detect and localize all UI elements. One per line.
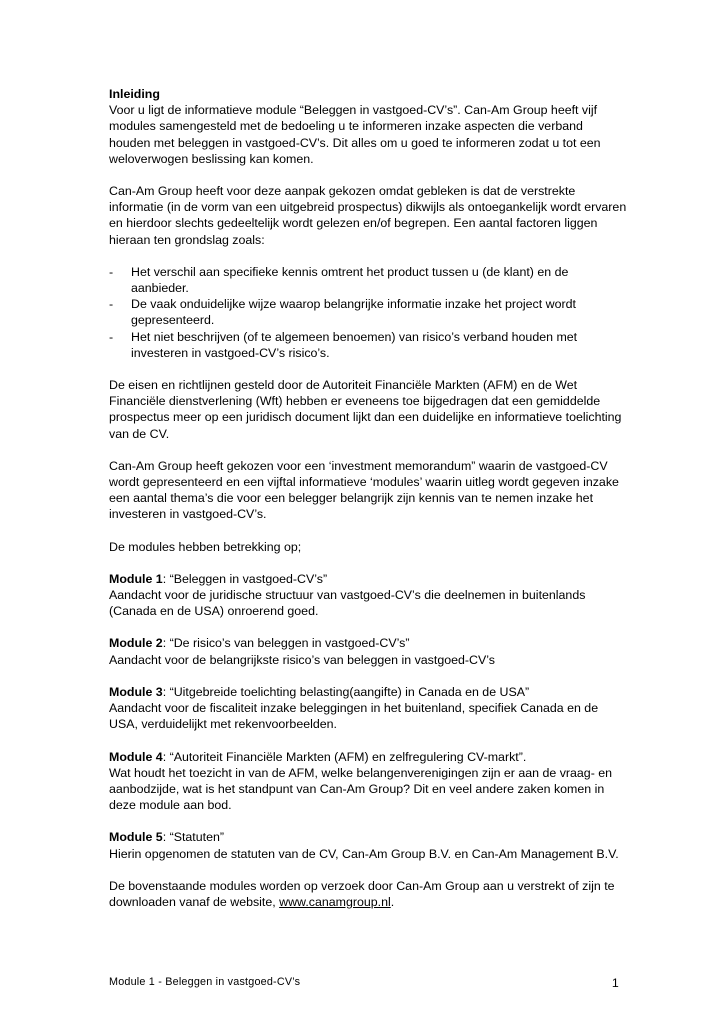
page-number: 1 [611,976,619,990]
module-entry [109,829,627,861]
paragraph: De modules hebben betrekking op; [109,539,302,554]
module-title: : “Statuten” [162,830,224,845]
module-title: : “Uitgebreide toelichting belasting(aangifte) in Canada en de USA” [162,684,530,699]
module-entry [109,635,627,667]
paragraph: Can-Am Group heeft gekozen voor een ‘investment memorandum” waarin de vastgoed-CV wordt gepresenteerd en een vijftal informatieve ‘modules’ waarin uitleg wordt gegeven inzake een aantal thema’s die voor een belegger belangrijk zijn kennis van te nemen inzake het investeren in vastgoed-CV’s. [109,458,619,522]
module-label: Module 5 [109,830,163,845]
intro-paragraph: Voor u ligt de informatieve module “Beleggen in vastgoed-CV’s”. Can-Am Group heeft vijf modules samengesteld met de bedoeling u te informeren inzake aspecten die verband houden met beleggen in vastgoed-CV’s. Dit alles om u goed te informeren zodat u tot een weloverwogen beslissing kan komen. [109,103,601,166]
document-body [109,86,627,926]
module-title: : “Autoriteit Financiële Markten (AFM) en zelfregulering CV-markt”. [162,749,527,764]
factor-list [109,264,627,361]
module-title: : “De risico’s van beleggen in vastgoed-CV’s” [162,636,410,651]
module-label: Module 2 [109,636,163,651]
dash-marker: - [109,297,114,312]
module-description: Wat houdt het toezicht in van de AFM, welke belangenverenigingen zijn er aan de vraag- en aanbodzijde, wat is het standpunt van Can-Am Group? Dit en veel andere zaken komen in deze module aan bod. [109,765,613,813]
list-item-text: Het niet beschrijven (of te algemeen benoemen) van risico’s verband houden met investeren in vastgoed-CV’s risico’s. [131,329,578,360]
dash-marker: - [109,329,114,344]
module-entry [109,749,627,814]
module-description: Aandacht voor de juridische structuur van vastgoed-CV’s die deelnemen in buitenlands (Canada en de USA) onroerend goed. [109,588,586,619]
page-footer [109,976,619,990]
module-entry [109,571,627,620]
module-title: : “Beleggen in vastgoed-CV’s” [162,571,328,586]
list-item [109,296,627,328]
list-item-text: Het verschil aan specifieke kennis omtrent het product tussen u (de klant) en de aanbieder. [131,264,569,296]
list-item [109,329,627,361]
paragraph: Can-Am Group heeft voor deze aanpak gekozen omdat gebleken is dat de verstrekte informatie (in de vorm van een uitgebreid prospectus) dikwijls als ontoegankelijk wordt ervaren en hierdoor slechts gedeeltelijk wordt gelezen en/of begrepen. Een aantal factoren liggen hieraan ten grondslag zoals: [109,184,627,247]
module-description: Aandacht voor de belangrijkste risico’s van beleggen in vastgoed-CV’s [109,652,495,667]
module-label: Module 3 [109,684,163,699]
paragraph: De eisen en richtlijnen gesteld door de Autoriteit Financiële Markten (AFM) en de Wet Financiële dienstverlening (Wft) hebben er eveneens toe bijgedragen dat een gemiddelde prospectus meer op een juridisch document lijkt dan een duidelijke en informatieve toelichting van de CV. [109,378,622,441]
module-description: Hierin opgenomen de statuten van de CV, Can-Am Group B.V. en Can-Am Management B.V. [109,846,619,861]
module-label: Module 1 [109,571,163,586]
module-label: Module 4 [109,749,163,764]
website-link[interactable]: www.canamgroup.nl [279,894,391,909]
list-item-text: De vaak onduidelijke wijze waarop belangrijke informatie inzake het project wordt gepresenteerd. [131,297,576,328]
intro-section [109,86,627,167]
module-description: Aandacht voor de fiscaliteit inzake beleggingen in het buitenland, specifiek Canada en de USA, verduidelijkt met rekenvoorbeelden. [109,701,599,732]
closing-end: . [390,894,395,909]
module-entry [109,684,627,733]
closing-text: De bovenstaande modules worden op verzoek door Can-Am Group aan u verstrekt of zijn te downloaden vanaf de website, [109,878,615,909]
footer-title: Module 1 - Beleggen in vastgoed-CV’s [109,976,301,988]
list-item [109,264,627,296]
dash-marker: - [109,264,114,279]
closing-paragraph [109,878,627,910]
section-heading: Inleiding [109,87,160,101]
